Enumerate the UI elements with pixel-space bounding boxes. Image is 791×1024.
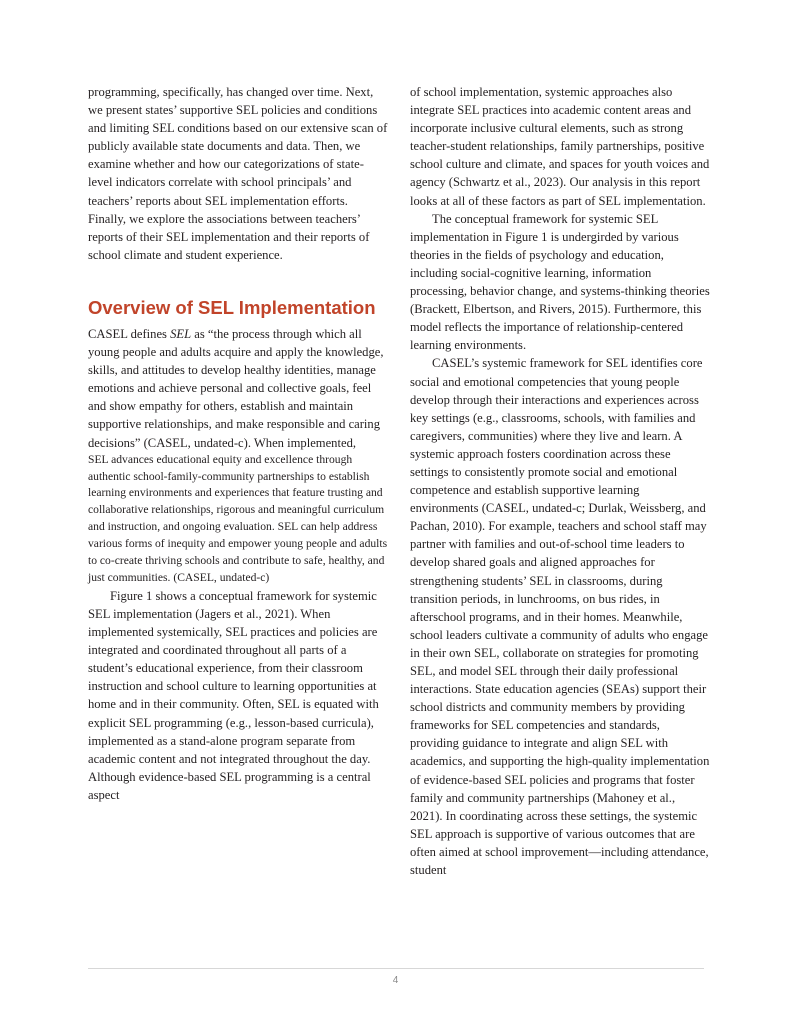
section-heading: Overview of SEL Implementation bbox=[88, 296, 376, 318]
emphasized-term: SEL bbox=[170, 326, 192, 341]
body-paragraph: of school implementation, systemic approaches also integrate SEL practices into academic content areas and incorporate inclusive cultural elements, such as strong teacher-student relationships, family partnerships, positive school culture and climate, and spaces for youth voices and agency (Schwartz et al., 2023). Our analysis in this report looks at all of these factors as part of SEL implementation. bbox=[410, 85, 710, 208]
text-run: as “the process through which all young people and adults acquire and apply the knowledge, skills, and attitudes to develop healthy identities, manage emotions and achieve personal and collective goals, feel and show empathy for others, establish and maintain supportive relationships, and make responsible and caring decisions” (CASEL, undated-c). When implemented, bbox=[88, 326, 384, 450]
body-paragraph: CASEL’s systemic framework for SEL identifies core social and emotional competencies that young people develop through their interactions and experiences across key settings (e.g., classrooms, schools, with families and caregivers, communities) where they live and learn. A systemic approach fosters coordination across these settings to consistently promote social and emotional competence and establish supportive learning environments (CASEL, undated-c; Durlak, Weissberg, and Pachan, 2010). For example, teachers and school staff may partner with families and out-of-school time leaders to develop shared goals and aligned approaches for strengthening students’ SEL in classrooms, during transition periods, in lunchrooms, on bus rides, in afterschool programs, and in their homes. Meanwhile, school leaders cultivate a community of adults who engage in their own SEL, collaborate on strategies for promoting SEL, and model SEL through their daily professional interactions. State education agencies (SEAs) support their school districts and community members by providing frameworks for SEL competencies and standards, providing guidance to integrate and align SEL with academics, and supporting the high-quality implementation of evidence-based SEL policies and programs that foster family and community partnerships (Mahoney et al., 2021). In coordinating across these settings, the systemic SEL approach is supportive of various outcomes that are often aimed at school improvement—including attendance, student bbox=[410, 356, 710, 878]
footer-divider bbox=[88, 968, 704, 969]
page-number: 4 bbox=[392, 975, 399, 986]
body-paragraph: Figure 1 shows a conceptual framework for systemic SEL implementation (Jagers et al., 2021). When implemented systemically, SEL practices and policies are integrated and coordinated throughout all parts of a student’s educational experience, from their classroom instruction and school culture to learning opportunities at home and in their community. Often, SEL is equated with explicit SEL programming (e.g., lesson-based curricula), implemented as a stand-alone program separate from academic content and not integrated throughout the day. Although evidence-based SEL programming is a central aspect bbox=[88, 588, 379, 802]
left-column bbox=[88, 83, 388, 804]
block-quote: SEL advances educational equity and excellence through authentic school-family-community partnerships to establish learning environments and experiences that feature trusting and collaborative relationships, rigorous and meaningful curriculum and instruction, and ongoing evaluation. SEL can help address various forms of inequity and empower young people and adults to co-create thriving schools and contribute to safe, healthy, and just communities. (CASEL, undated-c) bbox=[88, 452, 388, 584]
right-column bbox=[410, 83, 710, 879]
text-run: CASEL defines bbox=[88, 326, 171, 341]
body-paragraph: The conceptual framework for systemic SEL implementation in Figure 1 is undergirded by various theories in the fields of psychology and education, including social-cognitive learning, information processing, behavior change, and systems-thinking theories (Brackett, Elbertson, and Rivers, 2015). Furthermore, this model reflects the importance of relationship-centered learning environments. bbox=[410, 211, 710, 353]
body-paragraph: programming, specifically, has changed over time. Next, we present states’ supportive SEL policies and conditions and limiting SEL conditions based on our extensive scan of publicly available state documents and data. Then, we examine whether and how our categorizations of state-level indicators correlate with school principals’ and teachers’ reports about SEL implementation efforts. Finally, we explore the associations between teachers’ reports of their SEL implementation and their reports of school climate and student experience. bbox=[88, 85, 388, 262]
body-paragraph bbox=[88, 325, 388, 452]
